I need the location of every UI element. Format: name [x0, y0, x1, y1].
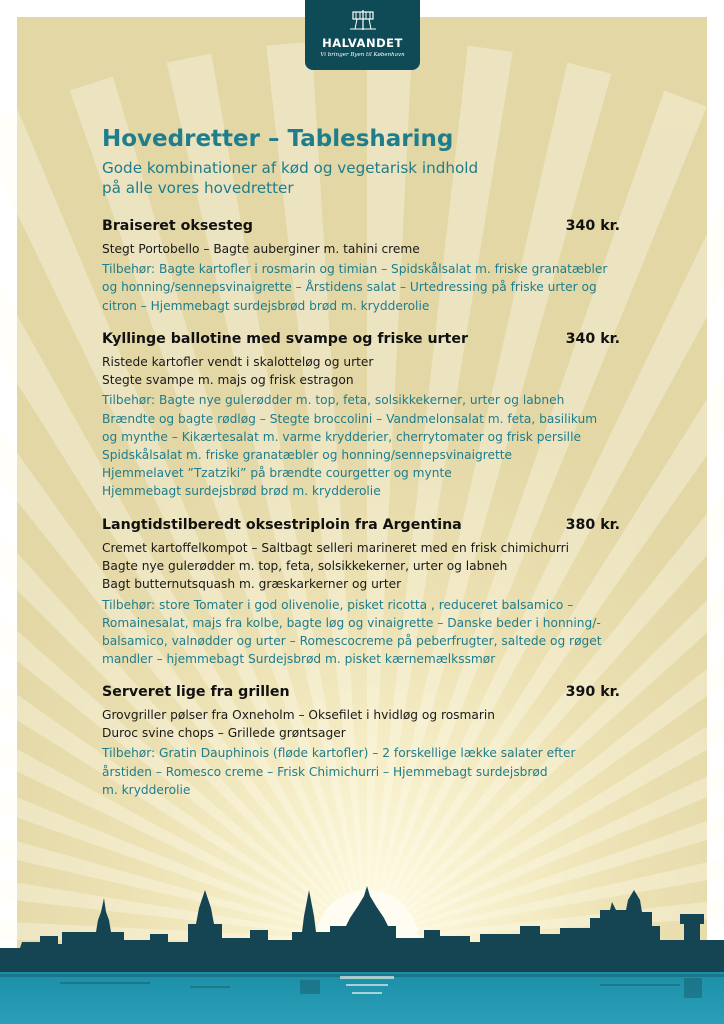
page-subtitle [102, 158, 622, 198]
dish-line: Duroc svine chops – Grillede grøntsager [102, 726, 346, 741]
dish-name: Braiseret oksesteg [102, 218, 253, 234]
dish-price: 380 kr. [565, 517, 620, 533]
side-line: Romainesalat, majs fra kolbe, bagte løg og vinaigrette – Danske beder i honning/- [102, 615, 601, 630]
side-line: og mynthe – Kikærtesalat m. varme krydderier, cherrytomater og frisk persille [102, 429, 581, 444]
side-line: citron – Hjemmebagt surdejsbrød brød m. krydderolie [102, 298, 430, 313]
dish-line: Bagt butternutsquash m. græskarkerner og urter [102, 577, 402, 592]
dish-name: Serveret lige fra grillen [102, 684, 290, 700]
dish-line: Ristede kartofler vendt i skalotteløg og urter [102, 355, 374, 369]
side-line: Hjemmelavet ”Tzatziki” på brændte courgetter og mynte [102, 466, 452, 481]
water [0, 972, 724, 1024]
side-line: og honning/sennepsvinaigrette – Årstidens salat – Urtedressing på friske urter og [102, 280, 597, 295]
dish-kyllinge-ballotine [102, 331, 622, 501]
copenhagen-skyline [0, 860, 724, 1024]
title-bold: Hovedretter [102, 126, 260, 152]
side-line: Tilbehør: Bagte nye gulerødder m. top, feta, solsikkekerner, urter og labneh [102, 393, 565, 408]
page-title [102, 124, 622, 154]
dish-sides [102, 744, 622, 799]
side-line: Spidskålsalat m. friske granatæbler og honning/sennepsvinaigrette [102, 448, 513, 463]
halvandet-logo [305, 0, 420, 70]
dish-braiseret-oksesteg [102, 218, 622, 315]
menu-content [102, 124, 622, 797]
dish-price: 390 kr. [565, 684, 620, 700]
dish-line: Stegte svampe m. majs og frisk estragon [102, 373, 354, 388]
dish-sides [102, 391, 622, 500]
title-rest: – Tablesharing [259, 126, 454, 152]
dish-grillen [102, 684, 622, 799]
side-line: balsamico, valnødder og urter – Romescocreme på peberfrugter, saltede og røget [102, 634, 602, 649]
dish-line: Stegt Portobello – Bagte auberginer m. tahini creme [102, 242, 420, 256]
side-line: Brændte og bagte rødløg – Stegte broccolini – Vandmelonsalat m. feta, basilikum [102, 411, 598, 426]
dish-oksestriploin [102, 517, 622, 668]
water-tower-icon [350, 10, 376, 30]
dish-sides [102, 260, 622, 315]
side-line: Tilbehør: Bagte kartofler i rosmarin og timian – Spidskålsalat m. friske granatæbler [102, 262, 608, 277]
dish-sides [102, 596, 622, 669]
dish-line: Bagte nye gulerødder m. top, feta, solsikkekerner, urter og labneh [102, 559, 508, 574]
side-line: Tilbehør: store Tomater i god olivenolie, pisket ricotta , reduceret balsamico – [102, 597, 574, 612]
dish-line: Grovgriller pølser fra Oxneholm – Oksefilet i hvidløg og rosmarin [102, 708, 495, 722]
side-line: Tilbehør: Gratin Dauphinois (fløde kartofler) – 2 forskellige lække salater efter [102, 746, 576, 761]
dish-price: 340 kr. [565, 331, 620, 347]
side-line: m. krydderolie [102, 782, 191, 797]
subtitle-line: på alle vores hovedretter [102, 179, 294, 197]
logo-brand: HALVANDET [322, 36, 403, 50]
logo-tagline: Vi bringer Byen til København [320, 52, 405, 58]
dish-line: Cremet kartoffelkompot – Saltbagt selleri marineret med en frisk chimichurri [102, 541, 570, 555]
dish-name: Langtidstilberedt oksestriploin fra Argentina [102, 517, 462, 533]
side-line: årstiden – Romesco creme – Frisk Chimichurri – Hjemmebagt surdejsbrød [102, 764, 548, 779]
dish-price: 340 kr. [565, 218, 620, 234]
dish-name: Kyllinge ballotine med svampe og friske urter [102, 331, 468, 347]
side-line: mandler – hjemmebagt Surdejsbrød m. pisket kærnemælkssmør [102, 652, 496, 667]
side-line: Hjemmebagt surdejsbrød brød m. krydderolie [102, 484, 381, 499]
subtitle-line: Gode kombinationer af kød og vegetarisk indhold [102, 159, 479, 177]
